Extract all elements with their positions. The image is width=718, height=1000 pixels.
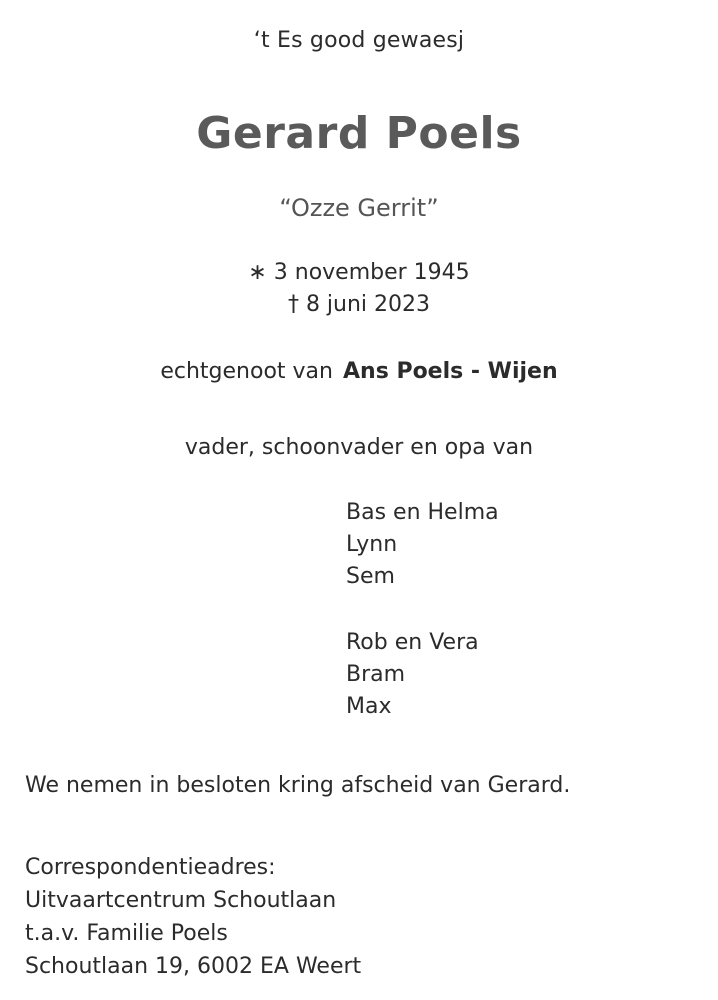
grandchild: Bram <box>346 662 406 687</box>
spouse-prefix: echtgenoot van <box>160 359 333 384</box>
grandchild: Max <box>346 694 392 719</box>
children-intro: vader, schoonvader en opa van <box>184 435 534 460</box>
death-date: † 8 juni 2023 <box>287 292 431 317</box>
grandchild: Lynn <box>346 532 398 557</box>
deceased-name: Gerard Poels <box>196 108 522 159</box>
spouse-line <box>0 356 718 388</box>
life-dates <box>0 257 718 321</box>
nickname: “Ozze Gerrit” <box>279 194 439 222</box>
family-group <box>346 497 499 593</box>
farewell-text: We nemen in besloten kring afscheid van Gerard. <box>25 773 571 798</box>
spouse-name: Ans Poels - Wijen <box>343 359 558 384</box>
address-line: Uitvaartcentrum Schoutlaan <box>25 888 337 913</box>
address-line: Schoutlaan 19, 6002 EA Weert <box>25 954 362 979</box>
grandchild: Sem <box>346 564 395 589</box>
family-couple: Rob en Vera <box>346 630 479 655</box>
birth-date: ∗ 3 november 1945 <box>248 260 470 285</box>
correspondence-address <box>25 851 361 983</box>
family-group <box>346 627 479 723</box>
family-couple: Bas en Helma <box>346 500 499 525</box>
address-heading: Correspondentieadres: <box>25 855 276 880</box>
address-line: t.a.v. Familie Poels <box>25 921 228 946</box>
motto: ‘t Es good gewaesj <box>253 28 465 53</box>
